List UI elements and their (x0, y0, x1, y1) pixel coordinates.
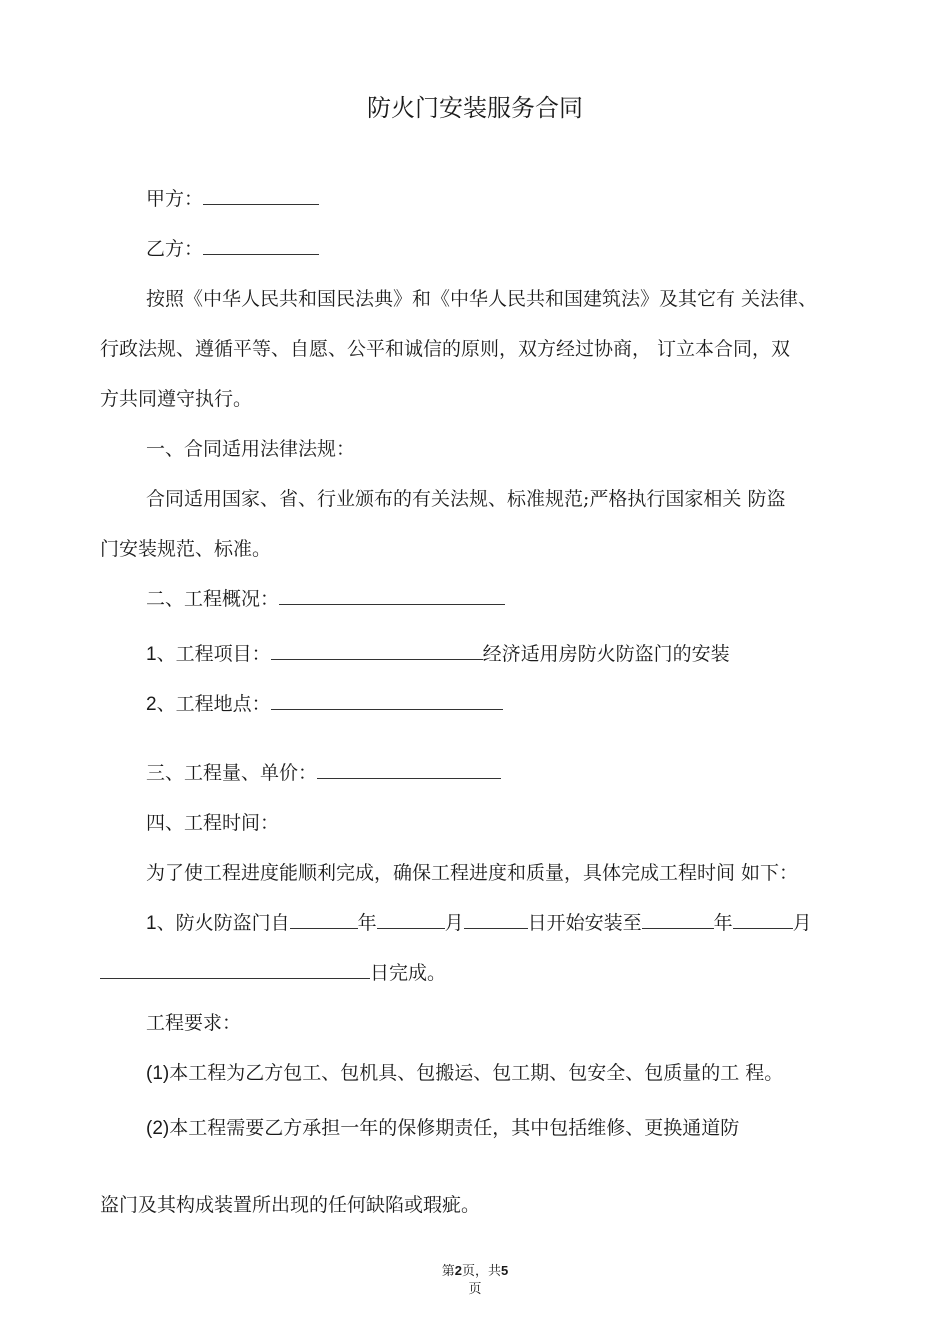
party-b-label: 乙方： (146, 238, 204, 260)
end-year-label: 年 (713, 912, 733, 934)
section4-heading: 四、工程时间： (146, 812, 280, 834)
page-middle: 页，共 (462, 1264, 502, 1279)
start-month-label: 月 (444, 912, 464, 934)
intro-line-1: 按照《中华人民共和国民法典》和《中华人民共和国建筑法》及其它有 关法律、 (146, 288, 818, 310)
requirement-1-text: 本工程为乙方包工、包机具、包搬运、包工期、包安全、包质量的工 程。 (169, 1062, 784, 1084)
end-day-label: 日完成。 (370, 962, 447, 984)
party-b-blank (203, 236, 319, 255)
end-month-blank (733, 910, 793, 929)
section1-body-line-1: 合同适用国家、省、行业颁布的有关法规、标准规范;严格执行国家相关 防盗 (146, 488, 786, 510)
requirement-2-continuation: 盗门及其构成装置所出现的任何缺陷或瑕疵。 (100, 1194, 481, 1216)
party-b-line (146, 236, 319, 262)
start-day-label: 日开始安装至 (527, 912, 642, 934)
project-location-line (146, 691, 503, 718)
start-year-blank (290, 910, 358, 929)
section2-heading-line (146, 586, 505, 612)
page-suffix: 页 (468, 1282, 482, 1297)
start-year-label: 年 (357, 912, 377, 934)
section4-body: 为了使工程进度能顺利完成，确保工程进度和质量，具体完成工程时间 如下： (146, 862, 799, 884)
section2-heading: 二、工程概况： (146, 588, 280, 610)
document-title: 防火门安装服务合同 (367, 94, 583, 122)
page-total: 5 (501, 1263, 509, 1278)
schedule-line-2 (100, 960, 446, 986)
end-month-label: 月 (792, 912, 812, 934)
schedule-item-number: 1 (146, 913, 157, 934)
project-item-suffix: 经济适用房防火防盗门的安装 (482, 643, 730, 665)
project-item-blank (271, 641, 483, 660)
project-location-blank (271, 691, 503, 710)
section1-heading: 一、合同适用法律法规： (146, 438, 356, 460)
requirement-1-number: (1) (146, 1063, 170, 1084)
quantity-price-blank (317, 760, 501, 779)
project-overview-blank (279, 586, 505, 605)
requirement-item-1 (146, 1060, 783, 1087)
intro-line-3: 方共同遵守执行。 (100, 388, 253, 410)
section3-line (146, 760, 501, 786)
project-location-number: 2 (146, 694, 157, 715)
schedule-line-1 (146, 910, 812, 937)
project-item-number: 1 (146, 644, 157, 665)
start-day-blank (464, 910, 528, 929)
party-a-label: 甲方： (146, 188, 204, 210)
project-location-label: 、工程地点： (156, 693, 271, 715)
project-item-line (146, 641, 730, 668)
end-day-blank (100, 960, 370, 979)
requirement-2-number: (2) (146, 1118, 170, 1139)
section3-heading: 三、工程量、单价： (146, 762, 318, 784)
end-year-blank (642, 910, 714, 929)
requirement-item-2 (146, 1115, 739, 1142)
intro-line-2: 行政法规、遵循平等、自愿、公平和诚信的原则，双方经过协商， 订立本合同，双 (100, 338, 791, 360)
page-number: 2 (454, 1263, 462, 1278)
page-footer (0, 1262, 950, 1299)
page-prefix: 第 (441, 1264, 455, 1279)
requirement-2-text: 本工程需要乙方承担一年的保修期责任，其中包括维修、更换通道防 (169, 1117, 740, 1139)
schedule-item-label: 、防火防盗门自 (156, 912, 290, 934)
start-month-blank (377, 910, 445, 929)
section1-body-line-2: 门安装规范、标准。 (100, 538, 272, 560)
page-indicator-line (0, 1262, 950, 1281)
project-item-label: 、工程项目： (156, 643, 271, 665)
party-a-line (146, 186, 319, 212)
requirements-heading: 工程要求： (146, 1012, 242, 1034)
party-a-blank (203, 186, 319, 205)
